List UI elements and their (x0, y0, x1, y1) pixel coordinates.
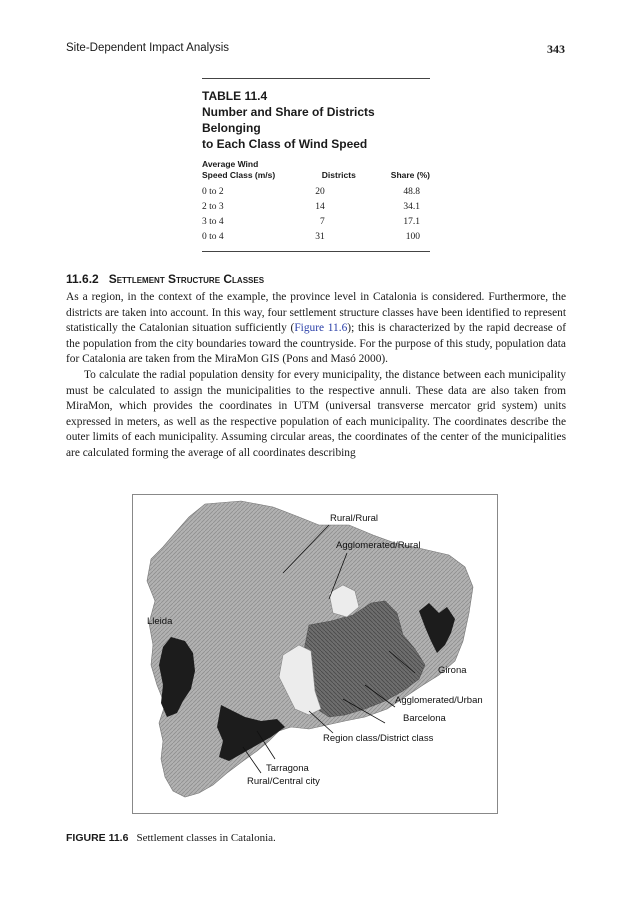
label-agglomerated-urban: Agglomerated/Urban (395, 695, 483, 706)
table-row (202, 230, 430, 245)
table-row (202, 200, 430, 215)
table-row (202, 185, 430, 200)
catalonia-map (133, 495, 497, 813)
figure-link[interactable]: Figure 11.6 (294, 322, 348, 335)
column-header-share: Share (%) (390, 170, 430, 180)
table-bottom-rule (202, 251, 430, 252)
figure-caption-label: FIGURE 11.6 (66, 832, 129, 844)
label-barcelona: Barcelona (403, 713, 446, 724)
table-cell-share: 100 (405, 232, 420, 242)
paragraph: As a region, in the context of the example, the province level in Catalonia is considered. Furthermore, the districts are taken into account. In this way, four settlement structure classes have been identified to represent statistically the Catalonian situation sufficiently (Figure 11.6); this is characterized by the rapid decrease of the population from the city boundaries toward the countryside. For the purpose of this study, population data for Catalonia are taken from the MiraMon GIS (Pons and Masó 2000). (66, 291, 566, 366)
label-region-district: Region class/District class (323, 733, 434, 744)
running-head (66, 42, 565, 57)
table-cell-districts: 20 (315, 187, 325, 197)
table-cell-class: 0 to 2 (202, 187, 224, 197)
table-row (202, 215, 430, 230)
table-caption (202, 104, 430, 152)
label-rural-rural: Rural/Rural (330, 513, 379, 524)
table-cell-districts: 14 (315, 202, 325, 212)
figure-caption (66, 832, 276, 844)
wind-speed-table (202, 159, 430, 245)
table-label: TABLE 11.4 (202, 89, 268, 103)
paragraph: To calculate the radial population density for every municipality, the distance between each municipality must be calculated to assign the municipalities to the respective annuli. These data are also taken from MiraMon, which provides the coordinates in UTM (universal transverse mercator grid system) units expressed in meters, as well as the respective population of each municipality. The coordinates describe the outer limits of each municipality. Assuming circular areas, the coordinates of the center of the municipalities are calculated forming the average of all coordinates describing (66, 368, 566, 459)
figure-11-6 (132, 494, 498, 814)
section-number: 11.6.2 (66, 272, 99, 286)
table-cell-share: 48.8 (403, 187, 420, 197)
table-cell-share: 17.1 (403, 217, 420, 227)
label-lleida: Lleida (147, 616, 173, 627)
label-agglomerated-rural: Agglomerated/Rural (336, 540, 421, 551)
column-header-class: Average Wind Speed Class (m/s) (202, 159, 276, 180)
running-title: Site-Dependent Impact Analysis (66, 42, 230, 54)
table-caption-line: Number and Share of Districts Belonging (202, 105, 375, 135)
table-cell-class: 2 to 3 (202, 202, 224, 212)
table-cell-share: 34.1 (403, 202, 420, 212)
column-header-districts: Districts (321, 170, 356, 180)
section-heading (66, 272, 264, 286)
table-caption-line: to Each Class of Wind Speed (202, 137, 368, 151)
table-cell-districts: 31 (315, 232, 325, 242)
figure-caption-text: Settlement classes in Catalonia. (136, 832, 276, 844)
page-number: 343 (547, 42, 565, 56)
table-top-rule (202, 78, 430, 79)
table-cell-districts: 7 (319, 217, 325, 227)
table-11-4 (202, 78, 430, 252)
label-rural-central: Rural/Central city (247, 776, 320, 787)
body-text (66, 290, 566, 462)
section-title: Settlement Structure Classes (108, 272, 265, 286)
label-tarragona: Tarragona (266, 763, 309, 774)
table-cell-class: 3 to 4 (202, 217, 224, 227)
label-girona: Girona (438, 665, 467, 676)
table-cell-class: 0 to 4 (202, 232, 224, 242)
